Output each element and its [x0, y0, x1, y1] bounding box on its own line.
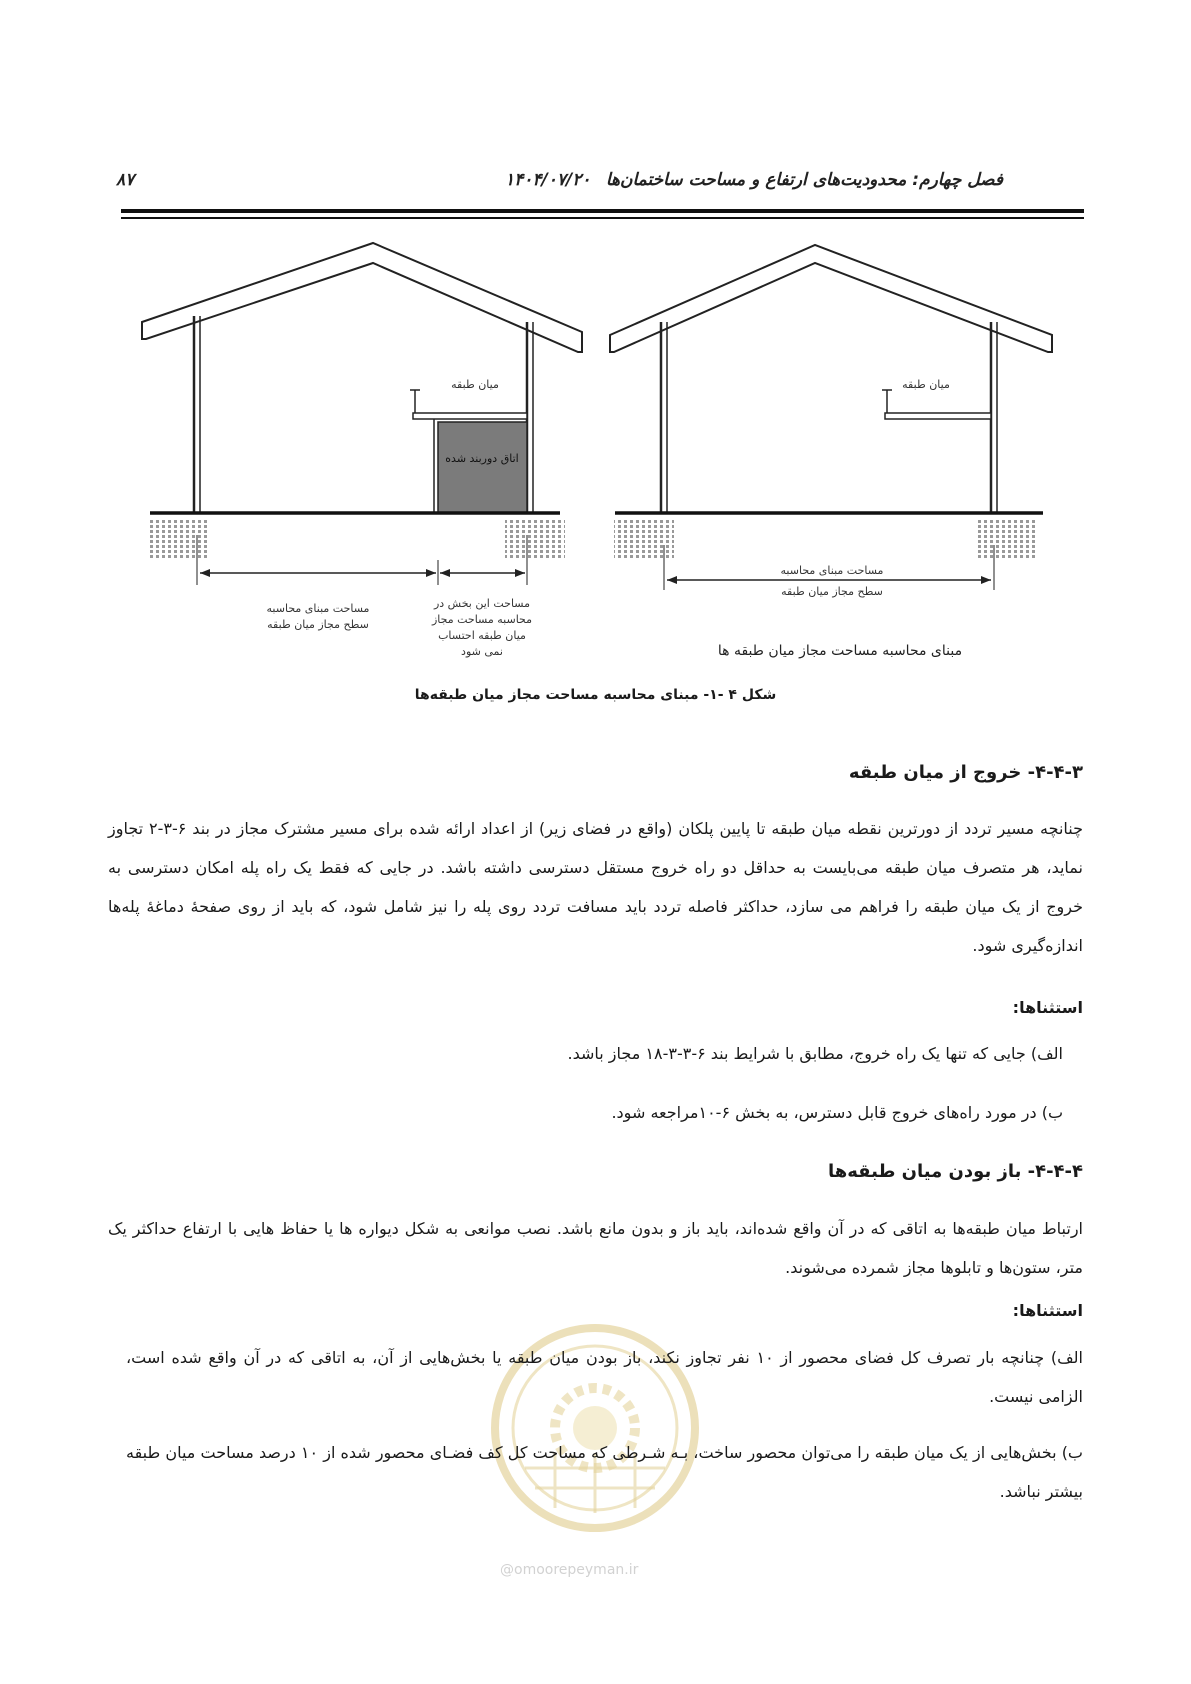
exceptions-title-2: استثناها:: [1012, 1301, 1083, 1320]
page-number: ۸۷: [116, 170, 135, 190]
ground-hatch: [505, 520, 565, 558]
roof-right: [610, 245, 1052, 352]
exceptions-title-1: استثناها:: [1012, 998, 1083, 1017]
exception-a-2-text: الف) چنانچه بار تصرف کل فضای محصور از ۱۰ نفر تجاوز نکند، باز بودن میان طبقه یا بخش‌هایی از آن، به اتاقی که در آن واقع شده است، الزامی نیست.: [126, 1348, 1084, 1406]
figure-caption: شکل ۴ -۱- مبنای محاسبه مساحت مجاز میان طبقه‌ها: [414, 687, 777, 703]
house-right: [610, 245, 1052, 590]
exception-a-1: الف) جایی که تنها یک راه خروج، مطابق با شرایط بند ۶-۳-۳-۱۸ مجاز باشد.: [567, 1044, 1063, 1063]
dim-main-line1: مساحت مبنای محاسبه: [266, 602, 370, 615]
dim-right-line1: مساحت مبنای محاسبه: [780, 564, 884, 577]
ground-hatch: [148, 520, 208, 558]
enclosed-room: [438, 422, 527, 513]
watermark-url: @omoorepeyman.ir: [500, 1562, 639, 1578]
section-4-4-4-body: ارتباط میان طبقه‌ها به اتاقی که در آن واقع شده‌اند، باید باز و بدون مانع باشد. نصب موانعی به شکل دیواره ها یا حفاظ هایی با ارتفاع حداکثر یک متر، ستون‌ها و تابلوها مجاز شمرده می‌شوند.: [108, 1219, 1083, 1277]
mezzanine-area-figure: [0, 0, 1191, 680]
right-figure-title: مبنای محاسبه مساحت مجاز میان طبقه ها: [717, 643, 963, 659]
dim-excl-line4: نمی شود: [461, 645, 503, 658]
dim-excl-line3: میان طبقه احتساب: [438, 629, 526, 642]
dim-excl-line1: مساحت این بخش در: [433, 597, 531, 610]
house-left: [142, 243, 582, 585]
mezzanine-label-left: میان طبقه: [451, 378, 499, 391]
enclosed-room-label: اتاق دوربند شده: [445, 452, 519, 465]
section-heading-4-4-4: ۴-۴-۴- باز بودن میان طبقه‌ها: [828, 1161, 1083, 1182]
section-heading-4-4-3: ۴-۴-۳- خروج از میان طبقه: [848, 762, 1083, 783]
mezzanine-slab-right: [885, 413, 991, 419]
dim-right-line2: سطح مجاز میان طبقه: [781, 585, 883, 598]
exception-b-2: [126, 1433, 1083, 1511]
dim-main-line2: سطح مجاز میان طبقه: [267, 618, 369, 631]
chapter-title: فصل چهارم: محدودیت‌های ارتفاع و مساحت ساختمان‌ها: [605, 170, 1003, 190]
ground-hatch: [614, 520, 674, 558]
header-date: ۱۴۰۴/۰۷/۲۰: [505, 170, 591, 190]
exception-a-2: [126, 1338, 1083, 1416]
section-4-4-3-body: چنانچه مسیر تردد از دورترین نقطه میان طبقه تا پایین پلکان (واقع در فضای زیر) از اعداد ارائه شده برای مسیر مشترک مجاز در بند ۶-۳-۲ تجاوز نماید، هر متصرف میان طبقه می‌بایست به حداقل دو راه خروج مستقل دسترسی داشته باشد. در جایی که فقط یک راه پله امکان دسترسی به خروج از یک میان طبقه را فراهم می سازد، حداکثر فاصله تردد باید مسافت تردد روی پله را نیز شامل شود، که باید از روی صفحهٔ دماغهٔ پله‌ها اندازه‌گیری شود.: [108, 819, 1083, 955]
roof-left: [142, 243, 582, 352]
dim-excl-line2: محاسبه مساحت مجاز: [431, 613, 533, 626]
exception-b-1: ب) در مورد راه‌های خروج قابل دسترس، به بخش ۶-۱۰مراجعه شود.: [611, 1103, 1063, 1122]
ground-hatch: [978, 520, 1038, 558]
mezzanine-slab-left: [413, 413, 527, 419]
exception-b-2-text: ب) بخش‌هایی از یک میان طبقه را می‌توان محصور ساخت، بـه شـرطی که مساحت کل کف فضـای محصور شده از ۱۰ درصد مساحت میان طبقه بیشتر نباشد.: [126, 1443, 1083, 1501]
mezzanine-label-right: میان طبقه: [902, 378, 950, 391]
